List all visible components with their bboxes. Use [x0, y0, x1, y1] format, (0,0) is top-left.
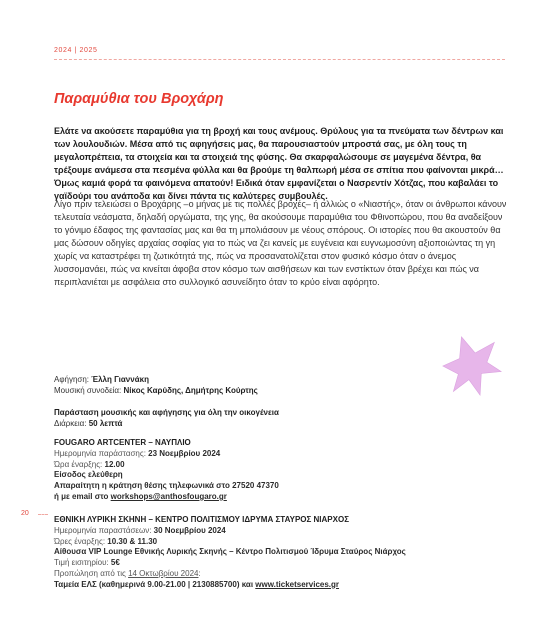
venue2-times-line: [54, 537, 494, 548]
venue1-email-link[interactable]: workshops@anthosfougaro.gr: [110, 491, 227, 501]
venue1-name: FOUGARO ARTCENTER – ΝΑΥΠΛΙΟ: [54, 438, 191, 447]
venue1-time-value: 12.00: [104, 459, 125, 469]
venue2-price-value: 5€: [110, 558, 120, 568]
page-title: Παραμύθια του Βροχάρη: [54, 91, 224, 107]
intro-paragraph: Ελάτε να ακούσετε παραμύθια για τη βροχή και τους ανέμους. Θρύλους για τα πνεύματα των δέντρων και των λουλουδιών. Μέσα από τις αφηγήσεις μας, θα παρουσιαστούν μπροστά σας, με όλη τους τη μεγαλοπρέπεια, τα στοιχεία και τα στοιχειά της φύσης. Θα σκαρφαλώσουμε σε μαγεμένα δέντρα, θα τρέξουμε ανάμεσα στα πεσμένα φύλλα και θα βρούμε τη θαλπωρή μέσα σε σπίτια που φαίνονται μικρά… Όμως καμιά φορά τα φαινόμενα απατούν! Ειδικά όταν εμφανίζεται ο Νασρεντίν Χότζας, που καβαλάει το γαϊδούρι του ανάποδα και δίνει πάντα τις καλύτερες συμβουλές.: [54, 126, 504, 201]
narration-line: [54, 374, 434, 385]
venue2-website-link[interactable]: www.ticketservices.gr: [255, 579, 340, 589]
body-paragraph: Λίγο πριν τελειώσει ο Βροχάρης –ο μήνας με τις πολλές βροχές– ή αλλιώς ο «Νιαστής», όταν οι άνθρωποι κάνουν τελευταία νεάσματα, δηλαδή οργώματα, της γης, θα ακούσουμε παραμύθια του Φθινοπώρου, που θα αναδείξουν το γόνιμο έδαφος της φαντασίας μας και θα τη μπολιάσουν με νέους σπόρους. Οι ιστορίες που θα ακουστούν θα μας δώσουν οδηγίες αρχαίας σοφίας για το πώς να ζει κανείς με ευγένεια και ευγνωμοσύνη αξιοποιώντας τη γη χωρίς να καταστρέφει τη ζωτικότητά της, πώς να προσανατολίζεται στον φυσικό κόσμο όταν ο άνεμος λυσσομανάει, πώς να κινείται άφοβα στον κόσμο των αισθήσεων και των ενστίκτων όταν βρέχει και πώς να περιπλανιέται με ασφάλεια στο συλλογικό ασυνείδητο όταν το κρύο είναι αφόρητο.: [54, 199, 507, 287]
duration-value: 50 λεπτά: [88, 419, 123, 428]
music-label: Μουσική συνοδεία:: [54, 386, 124, 395]
venue1-email-label: ή με email στο: [54, 491, 111, 501]
audience-text: Παράσταση μουσικής και αφήγησης για όλη την οικογένεια: [54, 408, 279, 417]
venue2-presale-date: 14 Οκτωβρίου 2024: [128, 568, 199, 578]
venue2-dates-line: [54, 526, 494, 537]
venue2-presale-suffix: :: [198, 568, 201, 578]
duration-label: Διάρκεια:: [54, 419, 89, 428]
venue2-dates-value: 30 Νοεμβρίου 2024: [153, 525, 226, 535]
venue2-hall: Αίθουσα VIP Lounge Εθνικής Λυρικής Σκηνής – Κέντρο Πολιτισμού Ίδρυμα Σταύρος Νιάρχος: [54, 547, 406, 557]
narration-label: Αφήγηση:: [54, 375, 92, 384]
venue1-time-line: [54, 460, 494, 471]
music-value: Νίκος Καρύδης, Δημήτρης Κούρτης: [123, 386, 258, 395]
venue2-dates-label: Ημερομηνία παραστάσεων:: [54, 525, 154, 535]
star-shape: [443, 337, 501, 395]
venue2-times-label: Ώρες έναρξης:: [54, 536, 108, 546]
venue2-presale-label: Προπώληση από τις: [54, 568, 129, 578]
audience-line: [54, 407, 434, 418]
venue1-entry: Είσοδος ελεύθερη: [54, 470, 123, 480]
venue1-date-line: [54, 449, 494, 460]
venue1-time-label: Ώρα έναρξης:: [54, 459, 105, 469]
venue-nafplio: [54, 438, 494, 503]
page-number: 20: [21, 510, 29, 517]
venue1-booking: Απαραίτητη η κράτηση θέσης τηλεφωνικά στο 27520 47370: [54, 481, 279, 491]
venue1-date-label: Ημερομηνία παράστασης:: [54, 448, 149, 458]
venue1-date-value: 23 Νοεμβρίου 2024: [148, 448, 221, 458]
venue2-name: ΕΘΝΙΚΗ ΛΥΡΙΚΗ ΣΚΗΝΗ – ΚΕΝΤΡΟ ΠΟΛΙΤΙΣΜΟΥ ΙΔΡΥΜΑ ΣΤΑΥΡΟΣ ΝΙΑΡΧΟΣ: [54, 515, 350, 524]
venue2-presale-line: [54, 569, 494, 580]
venue-athens: [54, 515, 494, 591]
page-number-divider: [38, 514, 48, 515]
top-divider: [54, 59, 505, 60]
duration-line: [54, 418, 434, 429]
season-label: 2024 | 2025: [54, 47, 98, 54]
venue1-email-line: [54, 492, 494, 503]
star-decoration-icon: [441, 335, 503, 397]
credits-block: [54, 374, 434, 429]
venue2-boxoffice-text: Ταμεία ΕΛΣ (καθημερινά 9.00-21.00 | 2130885700) και: [54, 579, 256, 589]
narration-value: Έλλη Γιαννάκη: [91, 375, 149, 384]
venue2-price-label: Τιμή εισιτηρίου:: [54, 558, 111, 568]
venue2-times-value: 10.30 & 11.30: [107, 536, 158, 546]
venue2-boxoffice-line: [54, 580, 494, 591]
venue2-price-line: [54, 558, 494, 569]
music-line: [54, 385, 434, 396]
